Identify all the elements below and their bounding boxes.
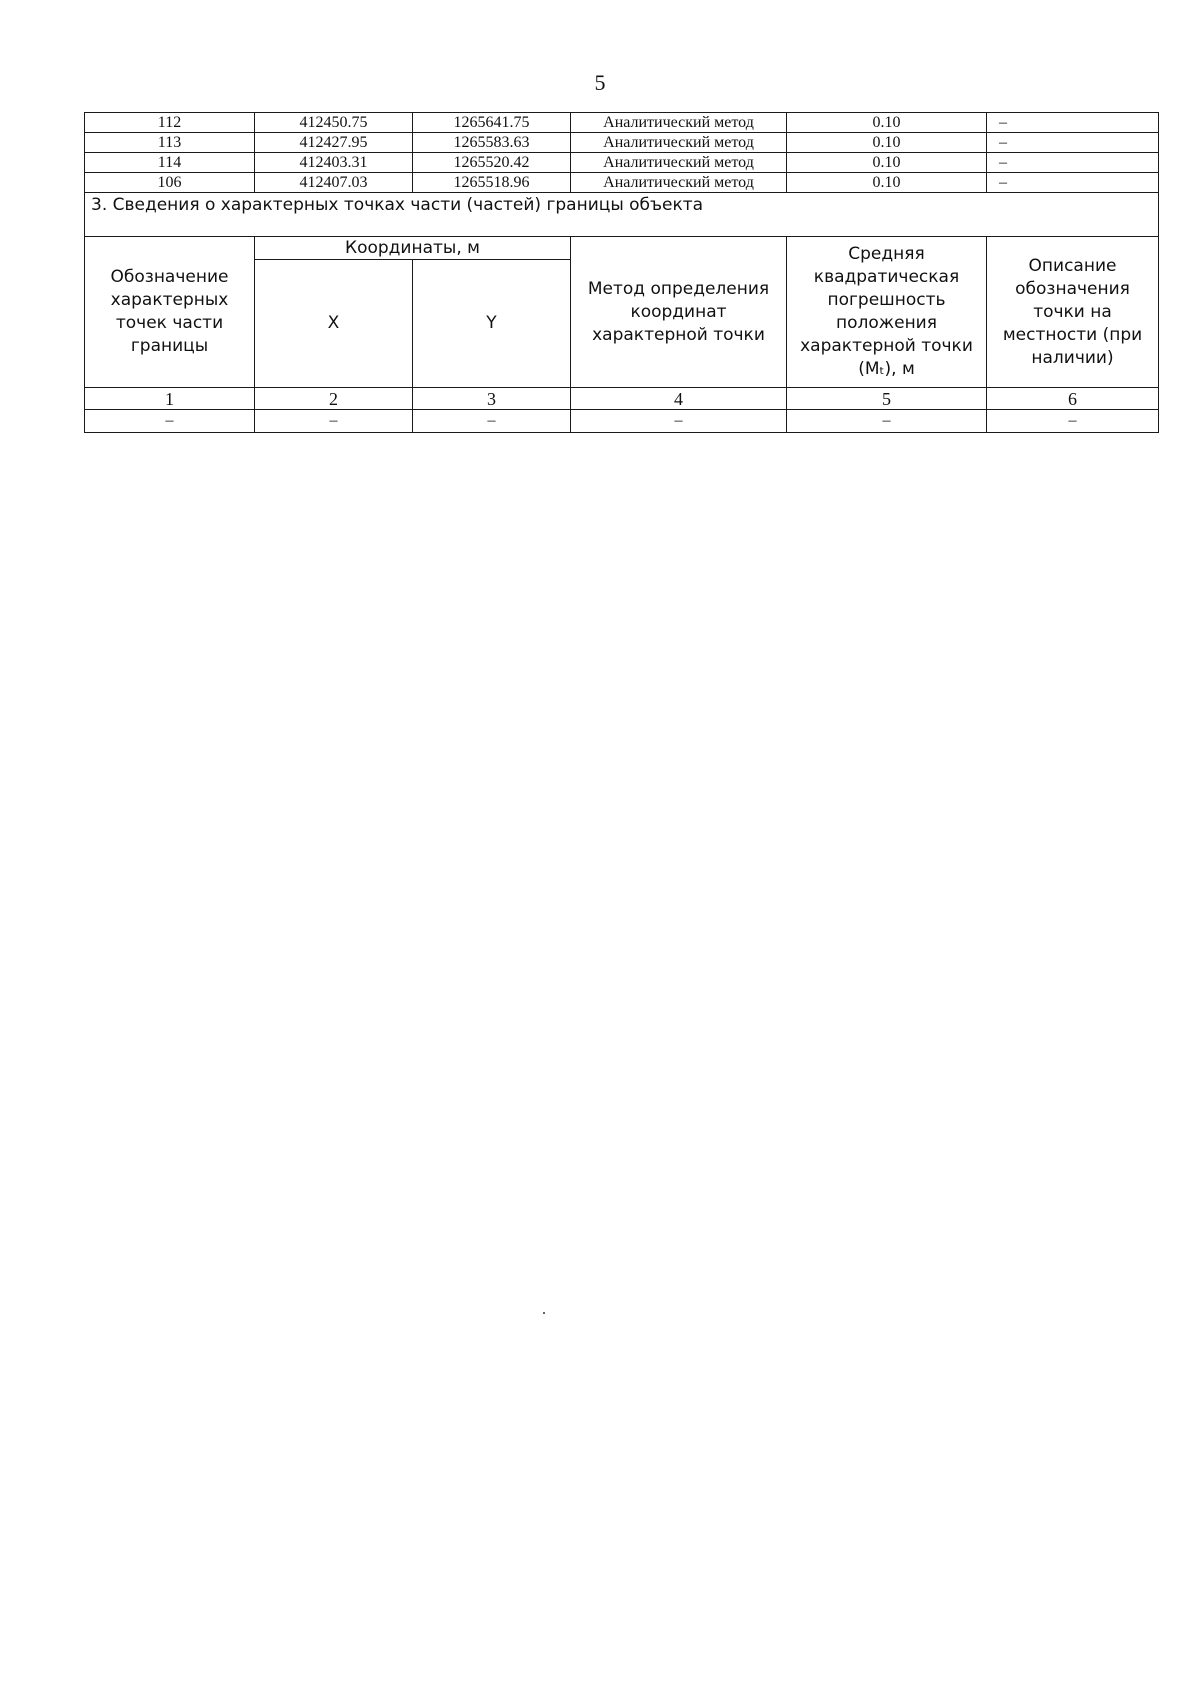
header-x: X xyxy=(255,260,413,388)
header-row xyxy=(85,237,1159,260)
empty-cell: – xyxy=(255,410,413,433)
y-cell: 1265518.96 xyxy=(413,173,571,193)
error-cell: 0.10 xyxy=(787,113,987,133)
table-row xyxy=(85,173,1159,193)
empty-cell: – xyxy=(987,410,1159,433)
x-cell: 412427.95 xyxy=(255,133,413,153)
y-cell: 1265641.75 xyxy=(413,113,571,133)
point-cell: 113 xyxy=(85,133,255,153)
y-cell: 1265520.42 xyxy=(413,153,571,173)
section-title: 3. Сведения о характерных точках части (частей) границы объекта xyxy=(85,193,1159,237)
section-title-row xyxy=(85,193,1159,237)
empty-cell: – xyxy=(85,410,255,433)
x-cell: 412407.03 xyxy=(255,173,413,193)
description-cell: – xyxy=(987,113,1159,133)
empty-cell: – xyxy=(787,410,987,433)
error-cell: 0.10 xyxy=(787,153,987,173)
method-cell: Аналитический метод xyxy=(571,133,787,153)
error-cell: 0.10 xyxy=(787,173,987,193)
column-number: 1 xyxy=(85,388,255,410)
boundary-points-table xyxy=(84,112,1159,433)
y-cell: 1265583.63 xyxy=(413,133,571,153)
method-cell: Аналитический метод xyxy=(571,173,787,193)
column-number: 6 xyxy=(987,388,1159,410)
empty-cell: – xyxy=(413,410,571,433)
column-number: 3 xyxy=(413,388,571,410)
header-coordinates-group: Координаты, м xyxy=(255,237,571,260)
table-row xyxy=(85,113,1159,133)
description-cell: – xyxy=(987,153,1159,173)
column-number: 4 xyxy=(571,388,787,410)
column-number-row xyxy=(85,388,1159,410)
page-number: 5 xyxy=(594,70,606,95)
point-cell: 114 xyxy=(85,153,255,173)
method-cell: Аналитический метод xyxy=(571,153,787,173)
header-point-designation: Обозначение характерных точек части границы xyxy=(85,237,255,388)
description-cell: – xyxy=(987,173,1159,193)
table-row xyxy=(85,133,1159,153)
point-cell: 112 xyxy=(85,113,255,133)
header-error: Средняя квадратическая погрешность положения характерной точки (Mₜ), м xyxy=(787,237,987,388)
x-cell: 412403.31 xyxy=(255,153,413,173)
description-cell: – xyxy=(987,133,1159,153)
column-number: 5 xyxy=(787,388,987,410)
table-row xyxy=(85,410,1159,433)
scan-speck xyxy=(543,1312,545,1314)
x-cell: 412450.75 xyxy=(255,113,413,133)
column-number: 2 xyxy=(255,388,413,410)
header-y: Y xyxy=(413,260,571,388)
method-cell: Аналитический метод xyxy=(571,113,787,133)
error-cell: 0.10 xyxy=(787,133,987,153)
point-cell: 106 xyxy=(85,173,255,193)
empty-cell: – xyxy=(571,410,787,433)
table-row xyxy=(85,153,1159,173)
header-description: Описание обозначения точки на местности (при наличии) xyxy=(987,237,1159,388)
header-method: Метод определения координат характерной точки xyxy=(571,237,787,388)
